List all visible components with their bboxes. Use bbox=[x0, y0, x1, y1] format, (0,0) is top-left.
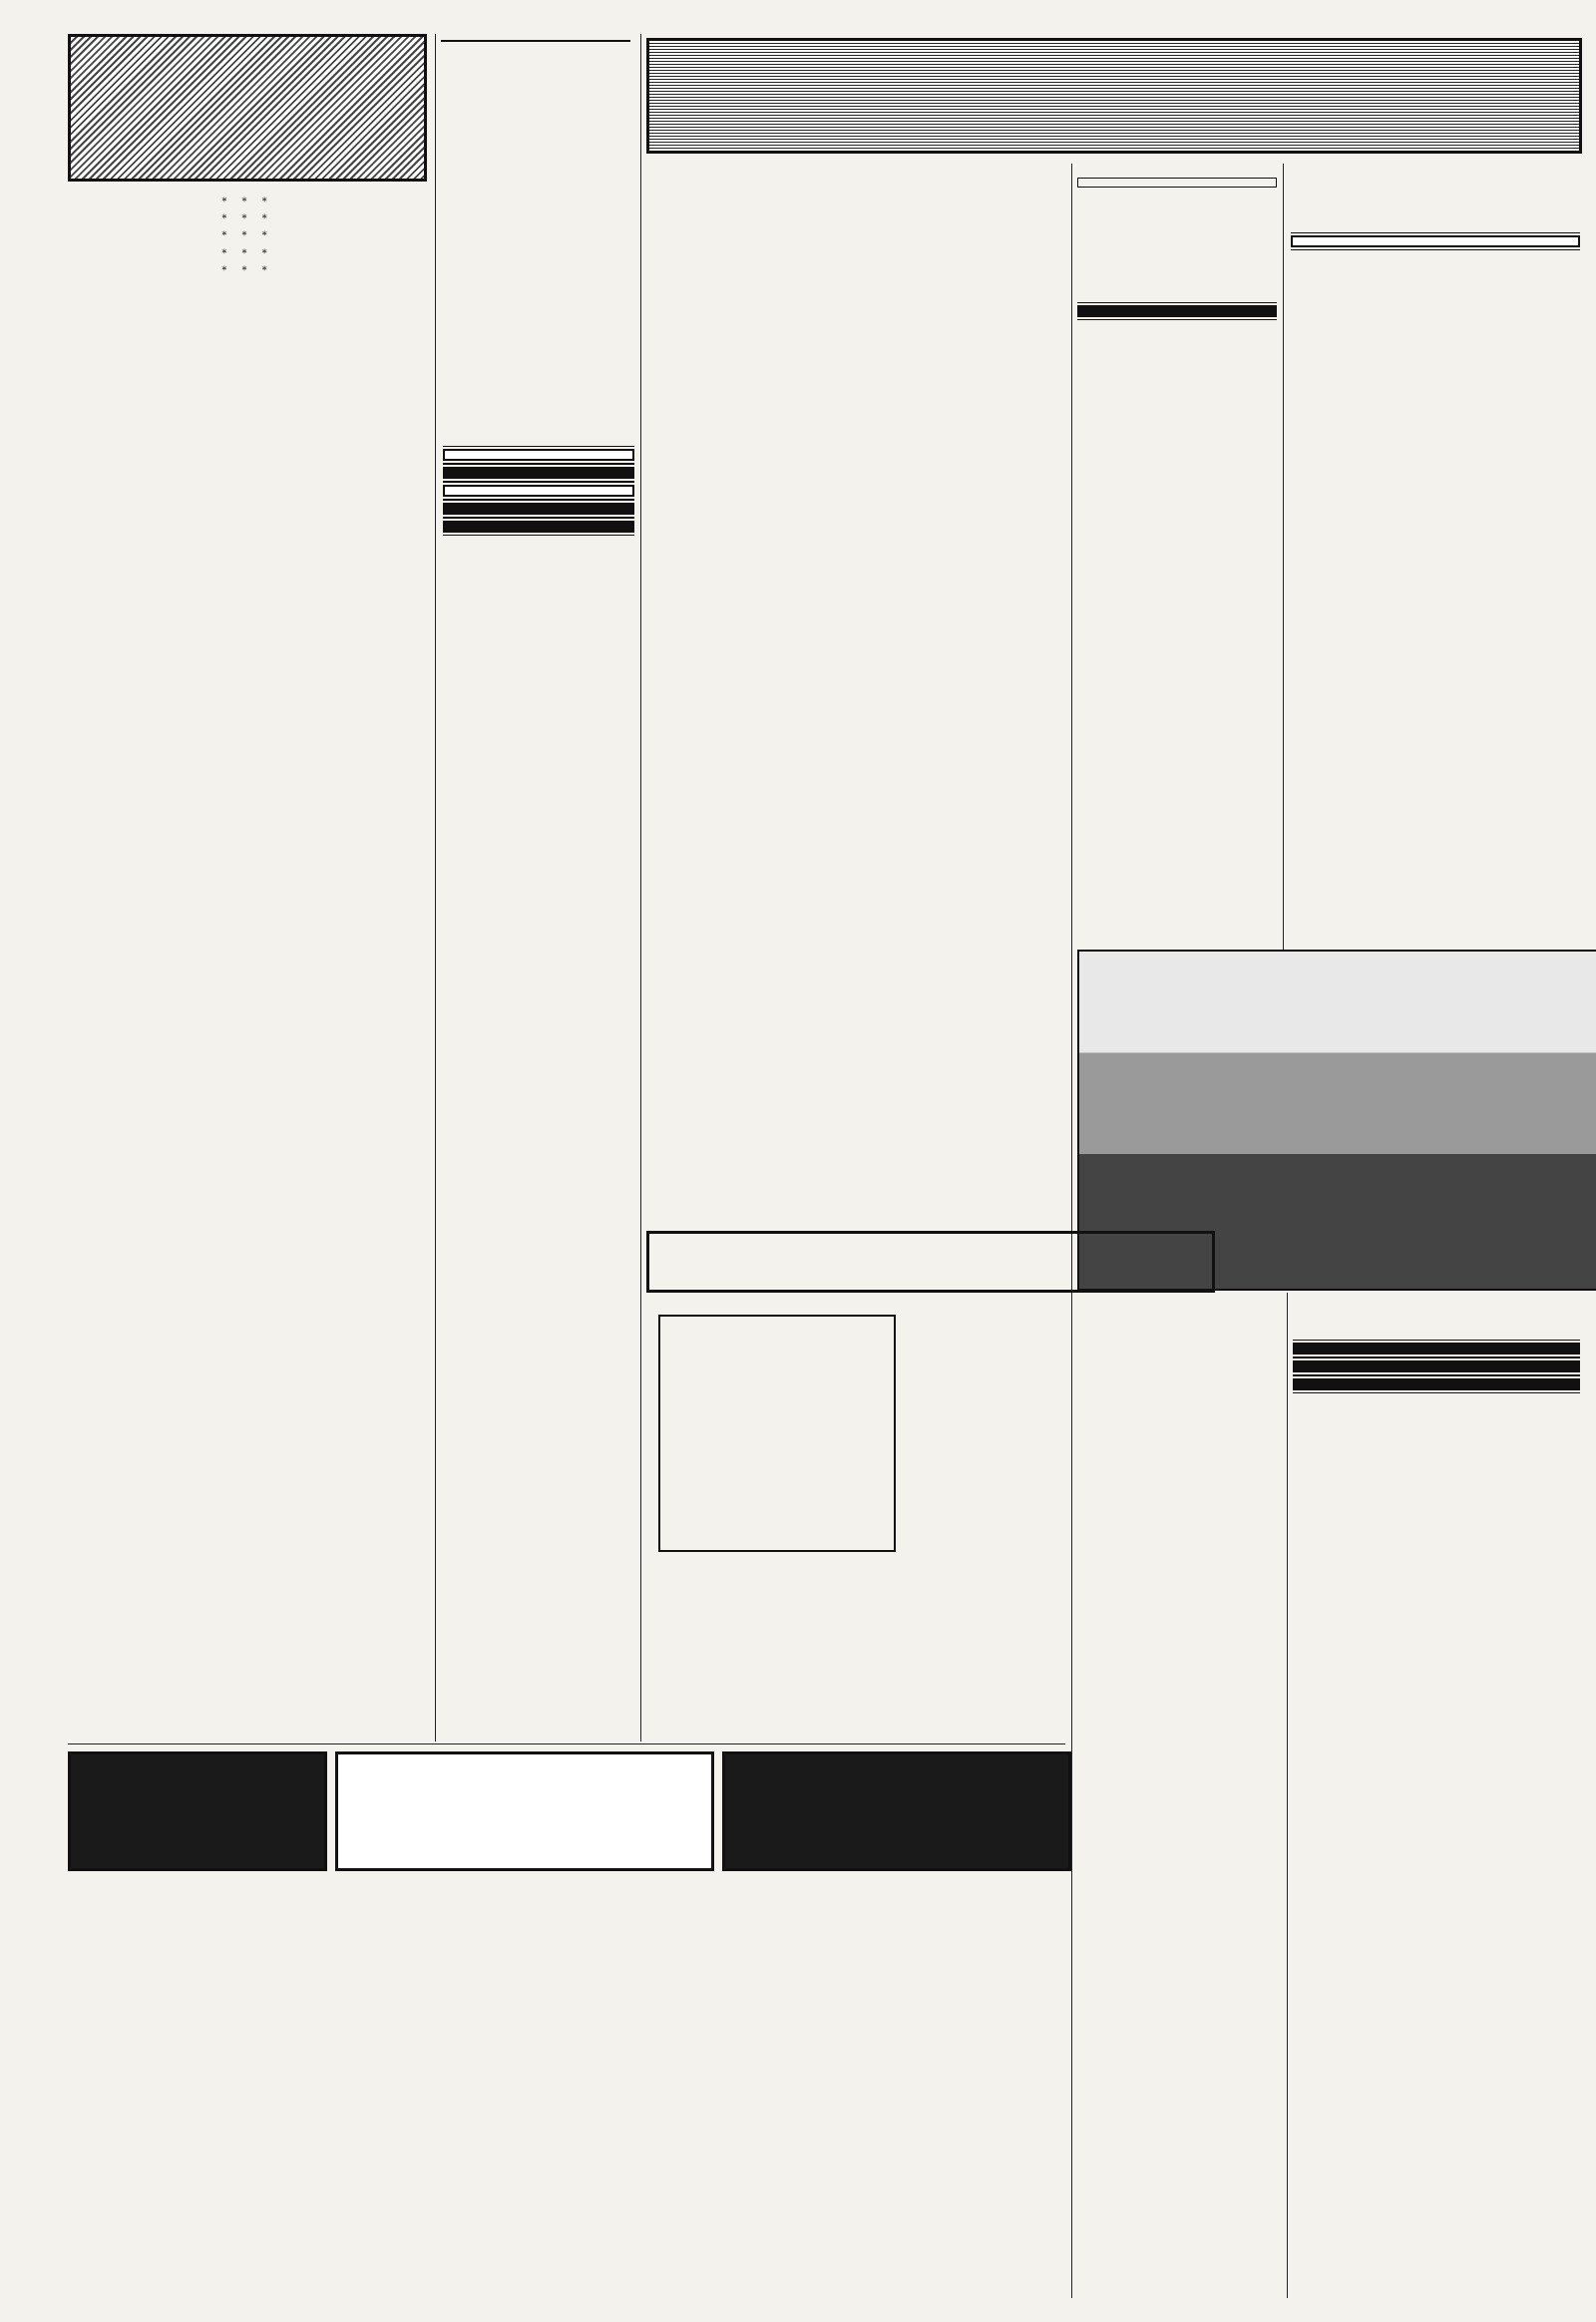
impressum bbox=[441, 40, 630, 48]
serial-banner-title bbox=[335, 1751, 714, 1871]
anecdote-header bbox=[443, 467, 634, 479]
crossword-across bbox=[658, 1556, 878, 1745]
arts-top bbox=[1291, 229, 1580, 944]
column-rule bbox=[1287, 1293, 1288, 2298]
crossword-down bbox=[898, 1317, 1063, 1745]
column-rule bbox=[640, 34, 641, 1742]
crossword-grid bbox=[658, 1315, 896, 1552]
separator: * * * bbox=[221, 196, 273, 207]
separator: * * * bbox=[221, 213, 273, 225]
taxi-phones-header bbox=[443, 521, 634, 533]
spectacles-header bbox=[1077, 305, 1277, 317]
left-column bbox=[68, 192, 427, 1728]
separator: * * * bbox=[221, 247, 273, 259]
exhibits-header bbox=[1293, 1343, 1580, 1354]
separator: * * * bbox=[221, 230, 273, 242]
date-box bbox=[1077, 178, 1277, 195]
theatre-header bbox=[1291, 235, 1580, 247]
center-story-col-1 bbox=[648, 329, 852, 1207]
crossword-title bbox=[646, 1231, 1215, 1293]
date-weekday bbox=[1077, 178, 1277, 188]
lectures-header bbox=[1293, 1378, 1580, 1390]
separator: * * * bbox=[221, 264, 273, 276]
middle-column bbox=[443, 443, 634, 1736]
serial-col-1 bbox=[68, 1895, 387, 2298]
center-story-col-2 bbox=[860, 329, 1063, 1207]
problem-header bbox=[443, 503, 634, 515]
philosophy-header bbox=[443, 485, 634, 497]
arts-bottom bbox=[1293, 1337, 1580, 2294]
section-title-box bbox=[68, 34, 427, 182]
serial-col-3 bbox=[726, 1877, 1065, 2298]
concerts-header bbox=[1293, 1360, 1580, 1372]
poetry-header bbox=[443, 449, 634, 461]
column-rule bbox=[435, 34, 436, 1742]
column-rule bbox=[1283, 164, 1284, 952]
paper-logo bbox=[441, 40, 630, 42]
section-rule bbox=[68, 1743, 1065, 1744]
serial-col-2 bbox=[397, 1877, 716, 2298]
masthead bbox=[646, 38, 1582, 154]
serial-banner-right bbox=[722, 1751, 1071, 1871]
serial-banner-left bbox=[68, 1751, 327, 1871]
